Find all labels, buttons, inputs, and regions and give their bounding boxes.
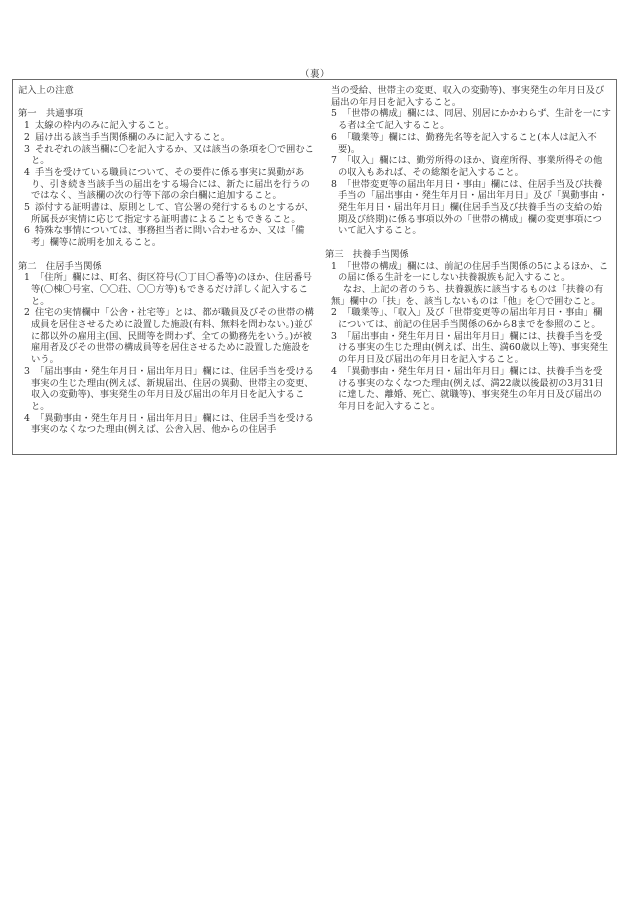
section-dependent-heading: 第三 扶養手当関係 xyxy=(325,248,409,260)
left-column xyxy=(18,85,316,436)
housing-item-8: 8 「世帯変更等の届出年月日・事由」欄には、住居手当及び扶養手当の「届出事由・発生年月日・届出年月日」及び「異動事由・発生年月日・届出年月日」欄(住居手当及び扶養手当の支給の始期及び終期)に係る事項以外の「世帯の構成」欄の変更事項について記入すること。 xyxy=(331,178,608,237)
housing-item-7: 7 「収入」欄には、勤労所得のほか、資産所得、事業所得その他の収入もあれば、その総額を記入すること。 xyxy=(331,155,603,178)
dependent-item-4: 4 「異動事由・発生年月日・届出年月日」欄には、扶養手当を受ける事実のなくなつた理由(例えば、満22歳以後最初の3月31日に達した、離婚、死亡、就職等)、事実発生の年月日及び届出の年月日を記入すること。 xyxy=(331,365,604,412)
housing-item-4-part1: 4 「異動事由・発生年月日・届出年月日」欄には、住居手当を受ける事実のなくなつた理由(例えば、公舎入居、他からの住居手 xyxy=(24,412,314,436)
housing-item-3: 3 「届出事由・発生年月日・届出年月日」欄には、住居手当を受ける事実の生じた理由(例えば、新規届出、住居の異動、世帯主の変更、収入の変動等)、事実発生の年月日及び届出の年月日を記入すること。 xyxy=(24,365,314,412)
instructions-title: 記入上の注意 xyxy=(18,85,74,96)
common-item-3: 3 それぞれの該当欄に〇を記入するか、又は該当の条項を〇で囲むこと。 xyxy=(24,143,314,167)
housing-item-1: 1 「住所」欄には、町名、街区符号(〇丁目〇番等)のほか、住居番号等(〇棟〇号室、〇〇荘、〇〇方等)もできるだけ詳しく記入すること。 xyxy=(24,272,312,307)
common-item-6: 6 特殊な事情については、事務担当者に問い合わせるか、又は「備考」欄等に説明を加えること。 xyxy=(24,225,305,249)
common-item-5: 5 添付する証明書は、原則として、官公署の発行するものとするが、所属長が実情に応じて指定する証明書によることもできること。 xyxy=(24,202,314,225)
section-common-heading: 第一 共通事項 xyxy=(18,108,84,120)
instructions-frame xyxy=(12,79,617,455)
housing-item-5: 5 「世帯の構成」欄には、同居、別居にかかわらず、生計を一にする者は全て記入すること。 xyxy=(331,108,611,132)
common-item-1: 1 太線の枠内のみに記入すること。 xyxy=(24,120,175,132)
section-housing-heading: 第二 住居手当関係 xyxy=(18,260,102,272)
housing-item-2: 2 住宅の実情欄中「公舎・社宅等」とは、都が職員及びその世帯の構成員を居住させるために設置した施設(有料、無料を問わない。)並びに都以外の雇用主(国、民間等を問わず、全ての勤務先をいう。)が被雇用者及びその世帯の構成員等を居住させるために設置した施設をいう。 xyxy=(24,307,314,366)
right-column xyxy=(325,85,611,413)
common-item-4: 4 手当を受けている職員について、その要件に係る事実に異動があり、引き続き当該手当の届出をする場合には、新たに届出を行うのではなく、当該欄の次の行等下部の余白欄に追加すること。 xyxy=(24,166,310,202)
dependent-item-3: 3 「届出事由・発生年月日・届出年月日」欄には、扶養手当を受ける事実の生じた理由(例えば、出生、満60歳以上等)、事実発生の年月日及び届出の年月日を記入すること。 xyxy=(331,330,609,366)
common-item-2: 2 届け出る該当手当関係欄のみに記入すること。 xyxy=(24,131,231,143)
housing-item-4-part2: 当の受給、世帯主の変更、収入の変動等)、事実発生の年月日及び届出の年月日を記入すること。 xyxy=(331,85,605,108)
page-side-label: （裏） xyxy=(299,69,330,80)
dependent-item-2: 2 「職業等」、「収入」及び「世帯変更等の届出年月日・事由」欄については、前記の住居手当関係の6から8までを参照のこと。 xyxy=(331,307,603,331)
housing-item-6: 6 「職業等」欄には、勤務先名等を記入すること(本人は記入不要)。 xyxy=(331,131,597,155)
dependent-item-1-note: なお、上記の者のうち、扶養親族に該当するものは「扶養の有無」欄中の「扶」を、該当しないものは「他」を〇で囲むこと。 xyxy=(331,283,604,307)
dependent-item-1: 1 「世帯の構成」欄には、前記の住居手当関係の5によるほか、この届に係る生計を一にしない扶養親族も記入すること。 xyxy=(331,260,609,284)
